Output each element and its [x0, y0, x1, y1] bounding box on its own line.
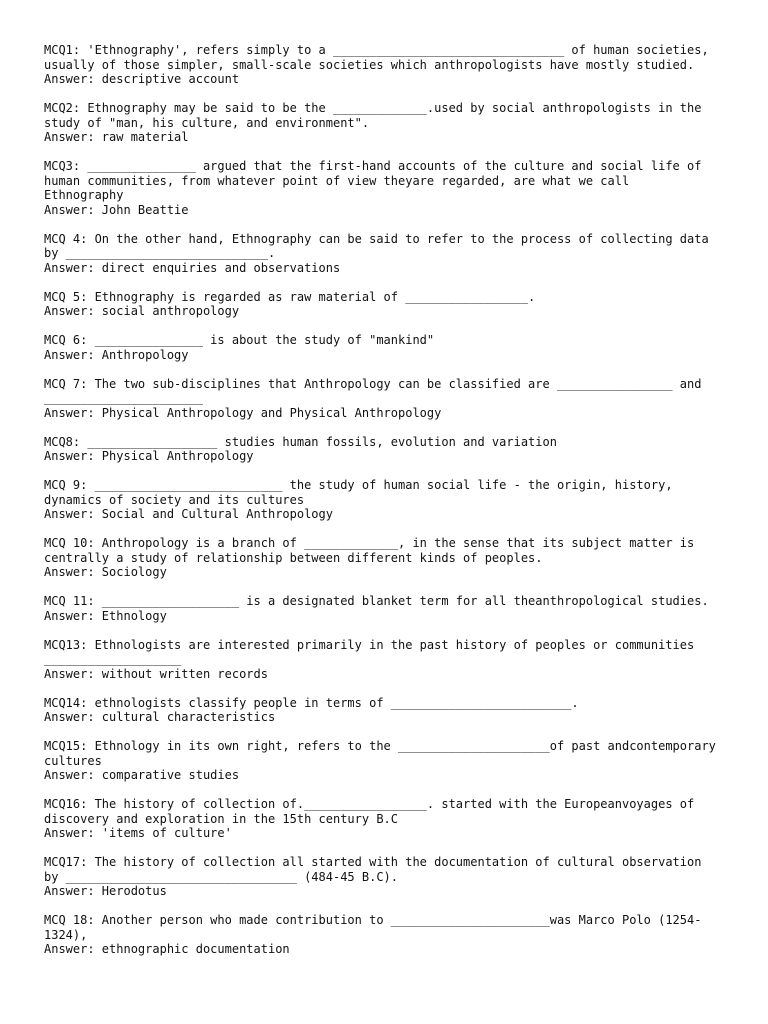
question-line: centrally a study of relationship between different kinds of peoples. — [44, 550, 543, 565]
question-line: ______________________ — [44, 391, 203, 405]
answer-line: Answer: Sociology — [44, 565, 167, 579]
question-block — [44, 536, 728, 580]
answer-line: Answer: cultural characteristics — [44, 710, 276, 724]
question-line: MCQ15: Ethnology in its own right, refers to the _____________________of past andcontemporary — [44, 739, 716, 753]
question-block — [44, 435, 728, 464]
question-line: usually of those simpler, small-scale societies which anthropologists have mostly studied. — [44, 57, 695, 72]
question-line: MCQ 18: Another person who made contribution to ______________________was Marco Polo (1254- — [44, 913, 702, 927]
question-line: MCQ 5: Ethnography is regarded as raw material of _________________. — [44, 289, 536, 304]
answer-line: Answer: Ethnology — [44, 608, 167, 623]
answer-line: Answer: 'items of culture' — [44, 826, 232, 840]
question-block — [44, 290, 728, 319]
question-line: Ethnography — [44, 188, 124, 202]
answer-line: Answer: ethnographic documentation — [44, 942, 290, 956]
question-block — [44, 913, 728, 957]
question-line: MCQ 4: On the other hand, Ethnography can be said to refer to the process of collecting data — [44, 231, 709, 246]
question-block — [44, 232, 728, 276]
question-line: MCQ 11: ___________________ is a designated blanket term for all theanthropological studies. — [44, 594, 709, 608]
question-line: discovery and exploration in the 15th century B.C — [44, 811, 399, 826]
answer-line: Answer: without written records — [44, 666, 268, 681]
question-line: by ____________________________. — [44, 246, 276, 260]
question-line: MCQ13: Ethnologists are interested primarily in the past history of peoples or communities — [44, 637, 695, 652]
question-line: MCQ 10: Anthropology is a branch of _____________, in the sense that its subject matter is — [44, 536, 695, 550]
answer-line: Answer: Herodotus — [44, 884, 167, 898]
question-line: ___________________ — [44, 652, 182, 666]
answer-line: Answer: Anthropology — [44, 347, 189, 362]
answer-line: Answer: comparative studies — [44, 768, 240, 782]
answer-line: Answer: Physical Anthropology — [44, 449, 254, 463]
question-line: MCQ 9: __________________________ the study of human social life - the origin, history, — [44, 478, 673, 492]
question-block — [44, 638, 728, 682]
question-line: by ________________________________ (484-45 B.C). — [44, 869, 399, 884]
question-line: MCQ14: ethnologists classify people in terms of _________________________. — [44, 695, 579, 710]
answer-line: Answer: direct enquiries and observations — [44, 260, 341, 275]
question-block — [44, 594, 728, 623]
question-line: MCQ2: Ethnography may be said to be the _____________.used by social anthropologists in the — [44, 101, 702, 115]
question-line: human communities, from whatever point of view theyare regarded, are what we call — [44, 173, 630, 188]
question-block — [44, 855, 728, 899]
question-block — [44, 696, 728, 725]
question-line: MCQ17: The history of collection all started with the documentation of cultural observation — [44, 855, 702, 869]
question-line: MCQ 6: _______________ is about the study of "mankind" — [44, 333, 435, 347]
question-line: MCQ8: __________________ studies human fossils, evolution and variation — [44, 434, 557, 449]
question-block — [44, 333, 728, 362]
answer-line: Answer: Physical Anthropology and Physical Anthropology — [44, 405, 442, 420]
question-block — [44, 43, 728, 87]
question-line: cultures — [44, 753, 102, 768]
answer-line: Answer: descriptive account — [44, 72, 240, 86]
question-line: MCQ 7: The two sub-disciplines that Anthropology can be classified are ________________ and — [44, 376, 702, 391]
question-block — [44, 797, 728, 841]
question-block — [44, 159, 728, 217]
answer-line: Answer: social anthropology — [44, 304, 240, 318]
question-line: dynamics of society and its cultures — [44, 492, 305, 507]
answer-line: Answer: Social and Cultural Anthropology — [44, 507, 333, 521]
question-block — [44, 478, 728, 522]
question-line: MCQ16: The history of collection of._________________. started with the Europeanvoyages of — [44, 797, 695, 811]
question-block — [44, 739, 728, 783]
question-line: MCQ3: _______________ argued that the first-hand accounts of the culture and social life of — [44, 159, 702, 173]
question-line: 1324), — [44, 927, 88, 942]
question-block — [44, 101, 728, 145]
question-block — [44, 377, 728, 421]
answer-line: Answer: John Beattie — [44, 202, 189, 217]
answer-line: Answer: raw material — [44, 130, 189, 144]
question-line: study of "man, his culture, and environment". — [44, 115, 370, 130]
question-line: MCQ1: 'Ethnography', refers simply to a ________________________________ of human societies, — [44, 43, 709, 57]
